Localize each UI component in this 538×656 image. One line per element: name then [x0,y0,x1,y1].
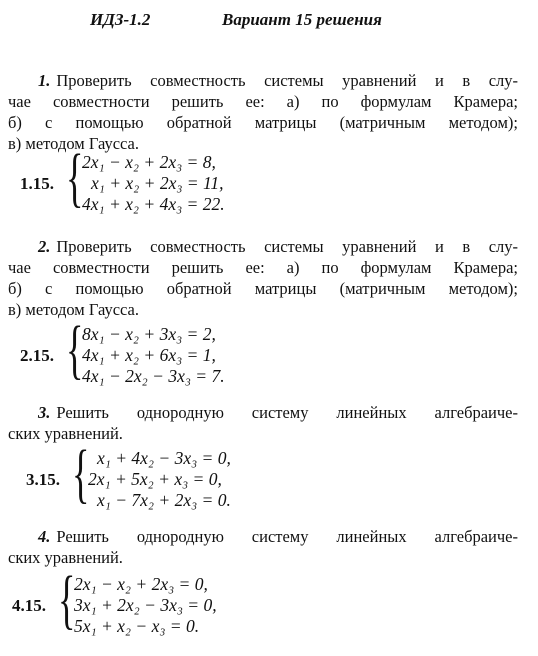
task-2-text [8,236,518,320]
task-4-number: 4. [38,527,51,546]
task-1-line-2: чае совместности решить ее: а) по формулам Крамера; [8,92,518,111]
task-3-number: 3. [38,403,51,422]
page-header [0,10,538,32]
task-2-line-3: б) с помощью обратной матрицы (матричным методом); [8,279,518,298]
system-4-15 [12,563,292,640]
task-3-line-2: ских уравнений. [8,424,123,443]
equation-2: x₁ + x₂ + 2x₃ = 11, [91,173,224,193]
equation-3: 4x₁ − 2x₂ − 3x₃ = 7. [82,366,225,386]
task-1-number: 1. [38,71,51,90]
task-4-line-2: ских уравнений. [8,548,123,567]
left-brace-icon: { [72,437,90,510]
equation-1: 2x₁ − x₂ + 2x₃ = 0, [74,574,208,594]
task-4-text [8,526,518,568]
task-2-number: 2. [38,237,51,256]
equation-1: 8x₁ − x₂ + 3x₃ = 2, [82,324,216,344]
system-label: 3.15. [26,470,60,489]
task-2-line-1: 2. Проверить совместность системы уравнений и в слу- [38,237,518,256]
header-variant: Вариант 15 решения [222,10,382,29]
equations [82,152,225,215]
system-2-15 [20,313,300,390]
equation-3: x₁ − 7x₂ + 2x₃ = 0. [97,490,231,510]
equation-3: 5x₁ + x₂ − x₃ = 0. [74,616,200,636]
task-2-line-4: в) методом Гаусса. [8,300,140,319]
task-1-line-4: в) методом Гаусса. [8,134,140,153]
equation-3: 4x₁ + x₂ + 4x₃ = 22. [82,194,225,214]
task-4-line-1: 4. Решить однородную систему линейных алгебраиче- [38,527,518,546]
task-3-line-1: 3. Решить однородную систему линейных алгебраиче- [38,403,518,422]
system-label: 1.15. [20,174,54,193]
header-title: ИДЗ-1.2 [90,10,151,29]
equation-1: x₁ + 4x₂ − 3x₃ = 0, [97,448,231,468]
task-2-line-2: чае совместности решить ее: а) по формулам Крамера; [8,258,518,277]
system-label: 4.15. [12,596,46,615]
task-1-line-1: 1. Проверить совместность системы уравнений и в слу- [38,71,518,90]
equation-2: 3x₁ + 2x₂ − 3x₃ = 0, [74,595,217,615]
equation-1: 2x₁ − x₂ + 2x₃ = 8, [82,152,216,172]
task-1-text [8,70,518,154]
left-brace-icon: { [66,141,84,214]
system-label: 2.15. [20,346,54,365]
equation-2: 4x₁ + x₂ + 6x₃ = 1, [82,345,216,365]
equations [82,324,225,387]
equation-2: 2x₁ + 5x₂ + x₃ = 0, [88,469,222,489]
equations [74,574,217,637]
left-brace-icon: { [66,313,84,386]
system-3-15 [26,437,306,514]
left-brace-icon: { [58,563,76,636]
task-1-line-3: б) с помощью обратной матрицы (матричным методом); [8,113,518,132]
equations [88,448,231,511]
